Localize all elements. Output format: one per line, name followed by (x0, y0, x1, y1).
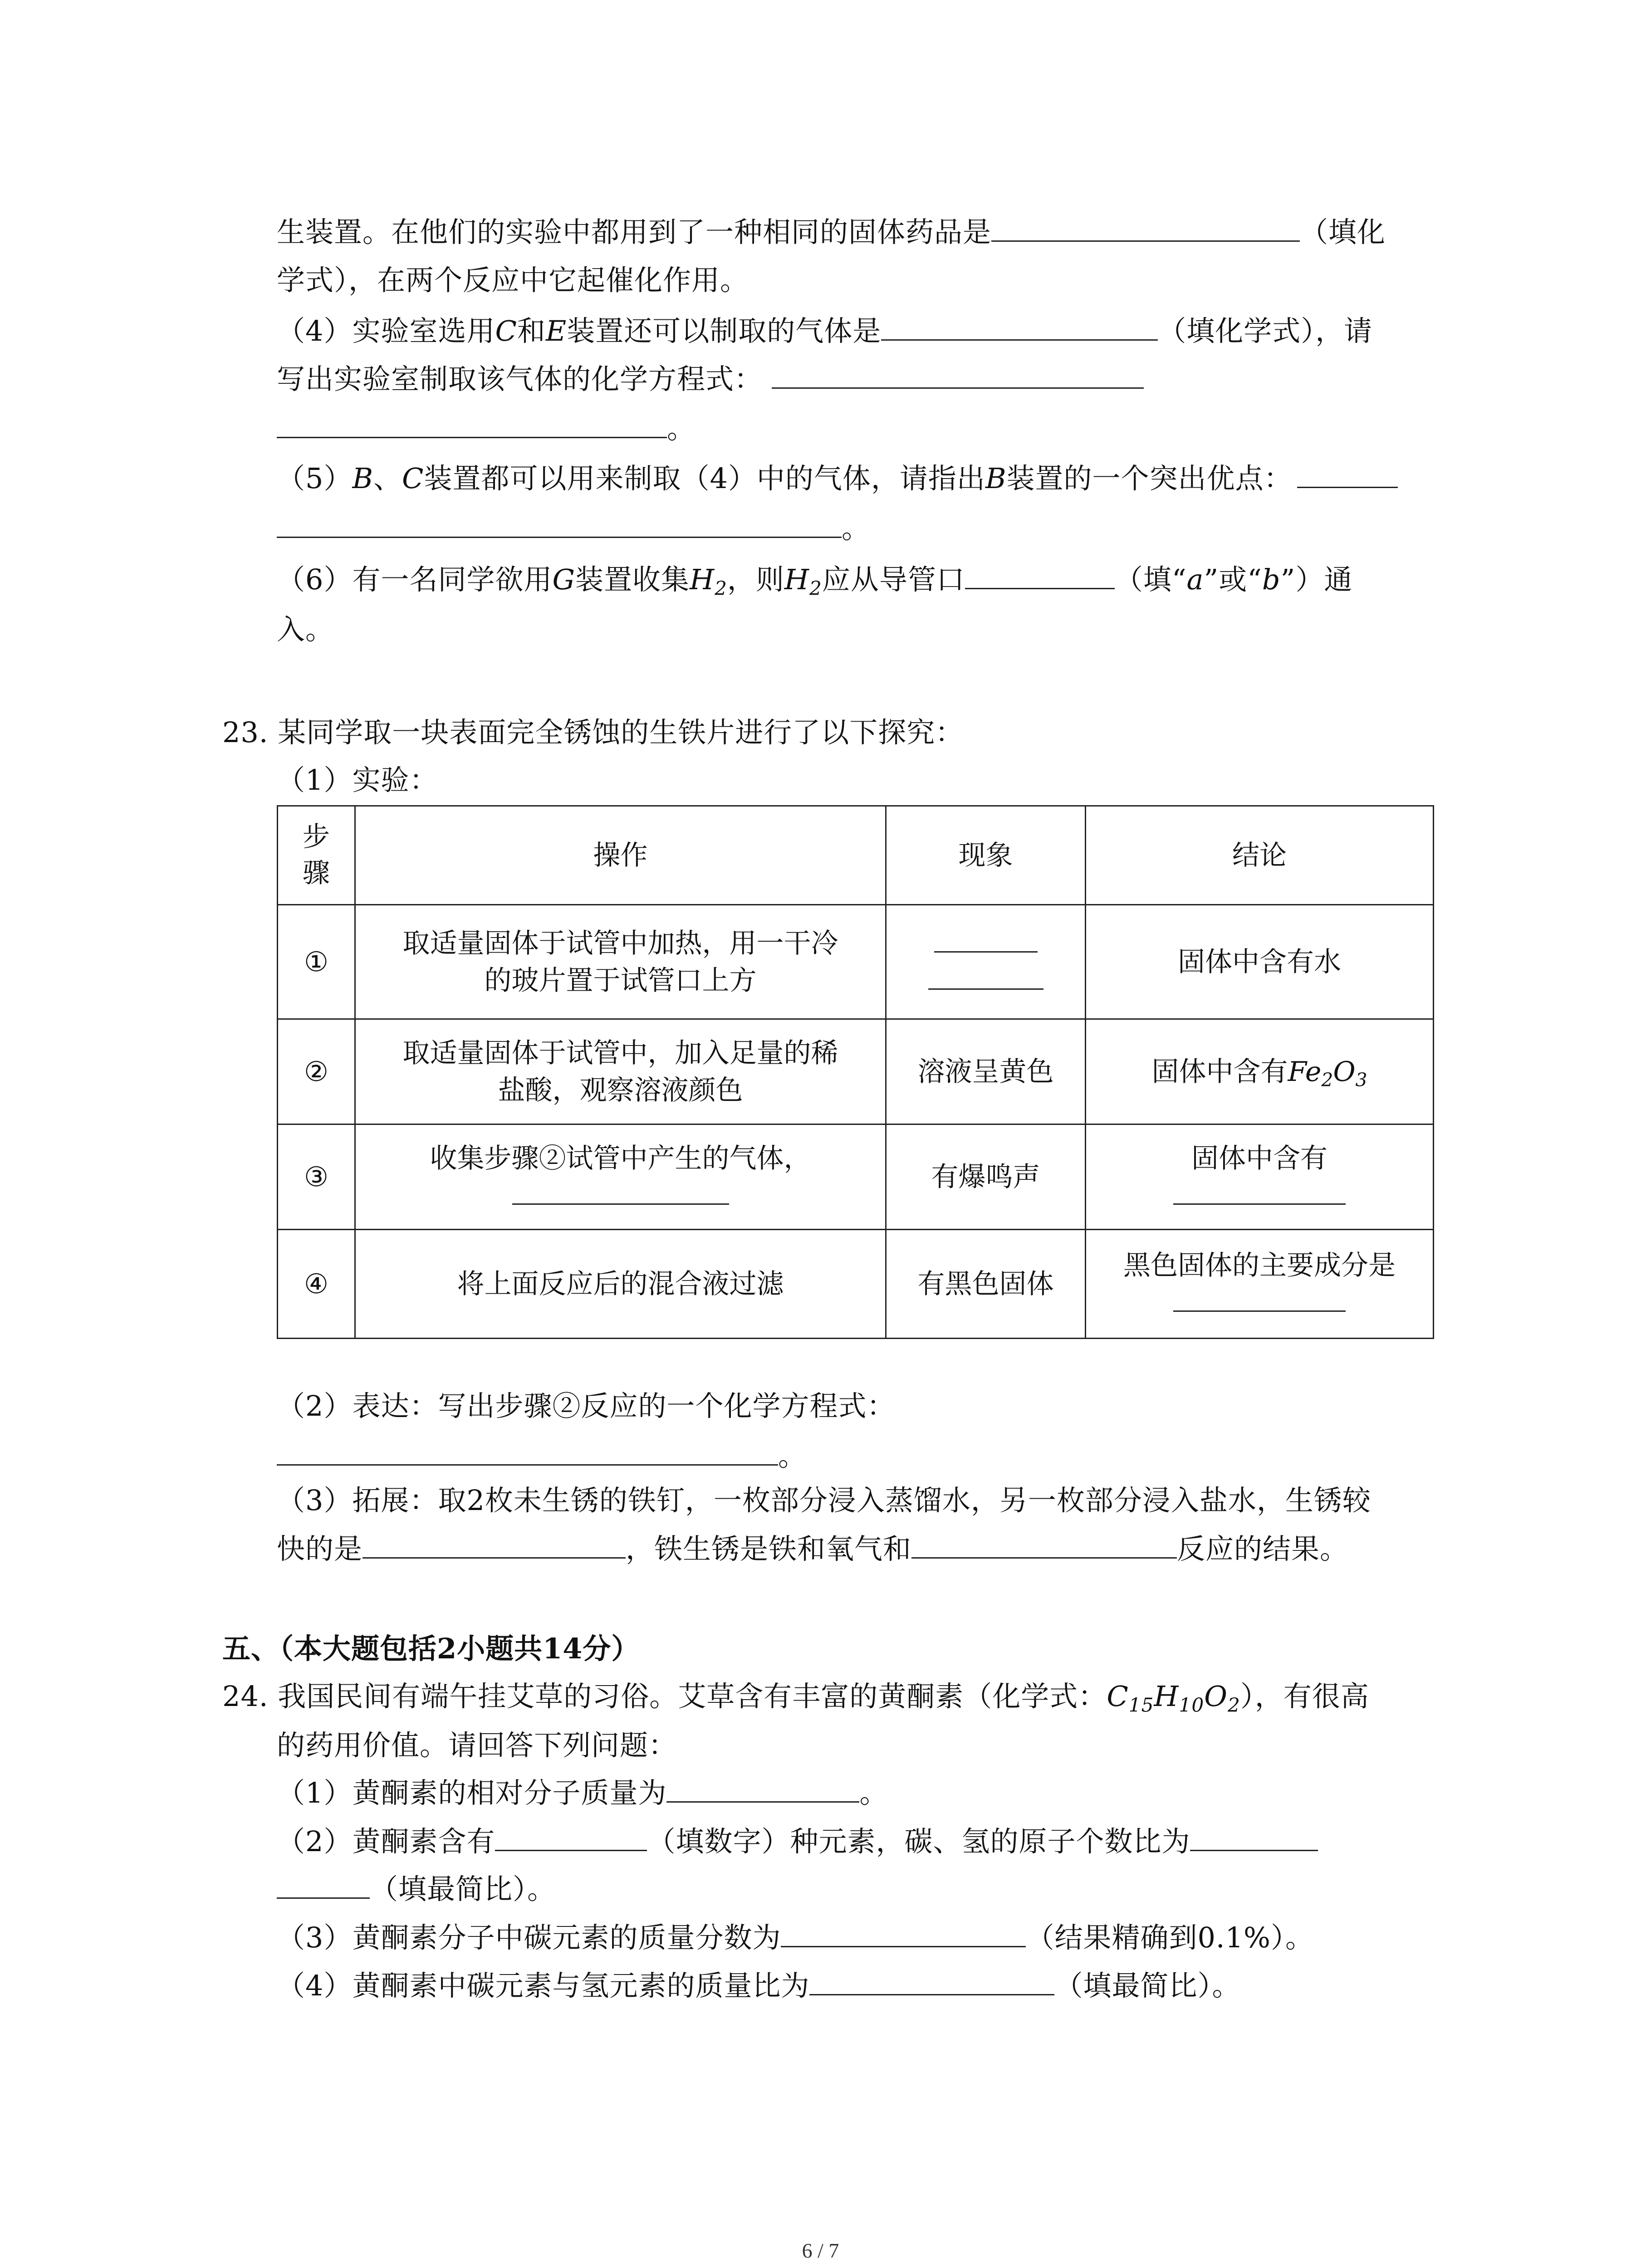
q22-6-line-1 (277, 562, 1352, 598)
symbol-e: E (545, 314, 567, 347)
q22-4-text: （填化学式），请 (1158, 314, 1373, 347)
page-number: 6 / 7 (802, 2239, 839, 2262)
header-conclusion: 结论 (1086, 806, 1434, 905)
q23-3-text: ，铁生锈是铁和氧气和 (626, 1532, 912, 1565)
step-number: ① (278, 905, 355, 1019)
q24-2-text: （2）黄酮素含有 (277, 1825, 495, 1858)
q23-2-text: 。 (778, 1439, 807, 1472)
q22-5-line-1 (277, 460, 1398, 497)
conclusion-cell (1086, 1124, 1434, 1230)
operation-text: 取适量固体于试管中加热，用一干冷 (402, 927, 838, 959)
symbol-a: a (1186, 563, 1204, 596)
section-heading-text: 五、（本大题包括2小题共14分） (222, 1632, 640, 1665)
q22-6-text: 入。 (277, 613, 334, 646)
table-row (278, 1124, 1434, 1230)
conclusion-cell (1086, 1019, 1434, 1124)
section-5-heading (222, 1631, 640, 1667)
answer-blank[interactable] (277, 1872, 370, 1899)
q22-5-text: （5） (277, 462, 353, 495)
q24-3-line (277, 1920, 1314, 1956)
q23-2-line-2 (277, 1438, 807, 1474)
conclusion-text: 黑色固体的主要成分是 (1123, 1249, 1396, 1281)
answer-blank[interactable] (277, 511, 842, 538)
q23-3-text: （3）拓展：取2枚未生锈的铁钉，一枚部分浸入蒸馏水，另一枚部分浸入盐水，生锈较 (277, 1484, 1371, 1517)
answer-blank[interactable] (809, 1969, 1054, 1995)
q24-2-text: （填最简比）。 (370, 1872, 556, 1906)
q22-4-text: 写出实验室制取该气体的化学方程式： (277, 362, 763, 396)
q22-text: 学式），在两个反应中它起催化作用。 (277, 264, 749, 297)
q24-stem-line-1 (222, 1678, 1369, 1715)
conclusion-cell (1086, 1230, 1434, 1339)
symbol-b: b (1262, 563, 1281, 596)
q23-2-text: （2）表达：写出步骤②反应的一个化学方程式： (277, 1389, 896, 1422)
answer-blank[interactable] (991, 215, 1300, 242)
operation-text: 取适量固体于试管中，加入足量的稀 (402, 1037, 838, 1069)
formula-flavone: C (1107, 1680, 1129, 1713)
q22-5-text: 。 (842, 512, 871, 545)
q22-text: 生装置。在他们的实验中都用到了一种相同的固体药品是 (277, 215, 992, 249)
q22-6-text: （6）有一名同学欲用 (277, 563, 553, 596)
formula-subscript: 2 (809, 577, 822, 600)
q24-3-text: （结果精确到0.1%）。 (1026, 1921, 1314, 1954)
operation-text: 盐酸，观察溶液颜色 (498, 1074, 743, 1106)
header-phenomenon: 现象 (886, 806, 1086, 905)
symbol-g: G (552, 563, 575, 596)
q22-5-text: 装置都可以用来制取（4）中的气体，请指出 (424, 462, 985, 495)
operation-cell (355, 905, 886, 1019)
answer-blank[interactable] (881, 314, 1158, 341)
q23-2-line-1 (277, 1388, 895, 1424)
formula-subscript: 15 (1128, 1694, 1154, 1716)
step-number: ② (278, 1019, 355, 1124)
answer-blank[interactable] (1173, 1185, 1346, 1205)
step-number: ③ (278, 1124, 355, 1230)
symbol-b: B (352, 462, 374, 495)
header-operation: 操作 (355, 806, 886, 905)
q24-text: 24. 我国民间有端午挂艾草的习俗。艾草含有丰富的黄酮素（化学式： (222, 1680, 1107, 1713)
q22-6-text: 应从导管口 (822, 563, 965, 596)
q23-3-line-1 (277, 1482, 1371, 1519)
formula-flavone: H (1154, 1680, 1179, 1713)
q24-2-line-1 (277, 1823, 1318, 1860)
answer-blank[interactable] (772, 362, 1144, 389)
phenomenon-cell (886, 905, 1086, 1019)
formula-subscript: 2 (1321, 1069, 1333, 1091)
symbol-c: C (495, 314, 517, 347)
answer-blank[interactable] (911, 1532, 1177, 1559)
q23-1-text: （1）实验： (277, 763, 438, 797)
q24-1-text: （1）黄酮素的相对分子质量为 (277, 1776, 667, 1809)
phenomenon-cell: 溶液呈黄色 (886, 1019, 1086, 1124)
experiment-table (277, 805, 1434, 1339)
formula-flavone: O (1204, 1680, 1228, 1713)
formula-subscript: 3 (1355, 1069, 1367, 1091)
q24-stem-line-2 (277, 1727, 677, 1764)
q23-text: 23. 某同学取一块表面完全锈蚀的生铁片进行了以下探究： (222, 716, 964, 749)
q22-4-line-2 (277, 361, 1144, 397)
q23-1-label (277, 762, 438, 798)
answer-blank[interactable] (965, 562, 1115, 589)
q24-text: 的药用价值。请回答下列问题： (277, 1729, 677, 1762)
answer-blank[interactable] (362, 1532, 626, 1559)
q22-6-text: ”）通 (1280, 563, 1353, 596)
q23-3-text: 快的是 (277, 1532, 363, 1565)
table-row (278, 1230, 1434, 1339)
q24-2-line-2 (277, 1871, 556, 1907)
phenomenon-cell: 有黑色固体 (886, 1230, 1086, 1339)
operation-cell: 将上面反应后的混合液过滤 (355, 1230, 886, 1339)
conclusion-text: 固体中含有 (1151, 1056, 1288, 1088)
q23-3-text: 反应的结果。 (1177, 1532, 1349, 1565)
answer-blank[interactable] (512, 1185, 729, 1205)
formula-subscript: 10 (1179, 1694, 1205, 1716)
q22-4-text: 装置还可以制取的气体是 (567, 314, 882, 347)
table-row (278, 905, 1434, 1019)
q22-4-text: 和 (517, 314, 546, 347)
formula-subscript: 2 (1228, 1694, 1240, 1716)
answer-blank[interactable] (928, 970, 1043, 990)
q24-1-text: 。 (859, 1776, 888, 1809)
formula-fe2o3: O (1333, 1056, 1356, 1088)
q22-6-text: ，则 (727, 563, 784, 596)
q22-6-line-2 (277, 611, 334, 648)
q22-6-text: （填“ (1114, 563, 1187, 596)
answer-blank[interactable] (781, 1921, 1026, 1947)
answer-blank[interactable] (495, 1824, 647, 1851)
q22-5-line-2 (277, 510, 870, 547)
answer-blank[interactable] (277, 1439, 778, 1466)
q22-4-text: 。 (667, 412, 696, 445)
formula-fe2o3: Fe (1288, 1056, 1322, 1088)
q22-4-line-1 (277, 313, 1372, 349)
q24-4-text: （4）黄酮素中碳元素与氢元素的质量比为 (277, 1969, 810, 2002)
q24-text: ），有很高 (1240, 1680, 1369, 1713)
q23-stem (222, 714, 964, 751)
answer-blank[interactable] (277, 411, 667, 438)
q22-4-line-3 (277, 411, 696, 447)
q22-text: （填化 (1300, 215, 1386, 249)
answer-blank[interactable] (1173, 1292, 1346, 1312)
q24-4-line (277, 1968, 1240, 2004)
answer-blank[interactable] (666, 1776, 859, 1803)
q22-6-text: 装置收集 (575, 563, 690, 596)
conclusion-cell: 固体中含有水 (1086, 905, 1434, 1019)
q24-2-text: （填数字）种元素，碳、氢的原子个数比为 (647, 1825, 1190, 1858)
header-step: 步骤 (278, 806, 355, 905)
q22-line-2 (277, 262, 749, 298)
q24-4-text: （填最简比）。 (1054, 1969, 1241, 2002)
q24-1-line (277, 1775, 888, 1811)
symbol-c: C (402, 462, 424, 495)
operation-text: 的玻片置于试管口上方 (484, 964, 757, 997)
answer-blank[interactable] (934, 933, 1038, 953)
table-row (278, 1019, 1434, 1124)
formula-h2: H (784, 563, 809, 596)
q22-5-text: 装置的一个突出优点： (1006, 462, 1293, 495)
q24-3-text: （3）黄酮素分子中碳元素的质量分数为 (277, 1921, 781, 1954)
q22-line-1 (277, 214, 1386, 250)
answer-blank[interactable] (1190, 1824, 1318, 1851)
operation-text: 收集步骤②试管中产生的气体， (430, 1142, 811, 1174)
symbol-b: B (985, 462, 1007, 495)
formula-subscript: 2 (715, 577, 727, 600)
q22-4-text: （4）实验室选用 (277, 314, 495, 347)
formula-h2: H (690, 563, 715, 596)
step-number: ④ (278, 1230, 355, 1339)
q22-6-text: ”或“ (1204, 563, 1262, 596)
operation-cell (355, 1124, 886, 1230)
phenomenon-cell: 有爆鸣声 (886, 1124, 1086, 1230)
answer-blank[interactable] (1297, 461, 1398, 488)
q23-3-line-2 (277, 1531, 1348, 1567)
q22-5-text: 、 (373, 462, 402, 495)
conclusion-text: 固体中含有 (1191, 1142, 1327, 1174)
operation-cell (355, 1019, 886, 1124)
table-header-row (278, 806, 1434, 905)
